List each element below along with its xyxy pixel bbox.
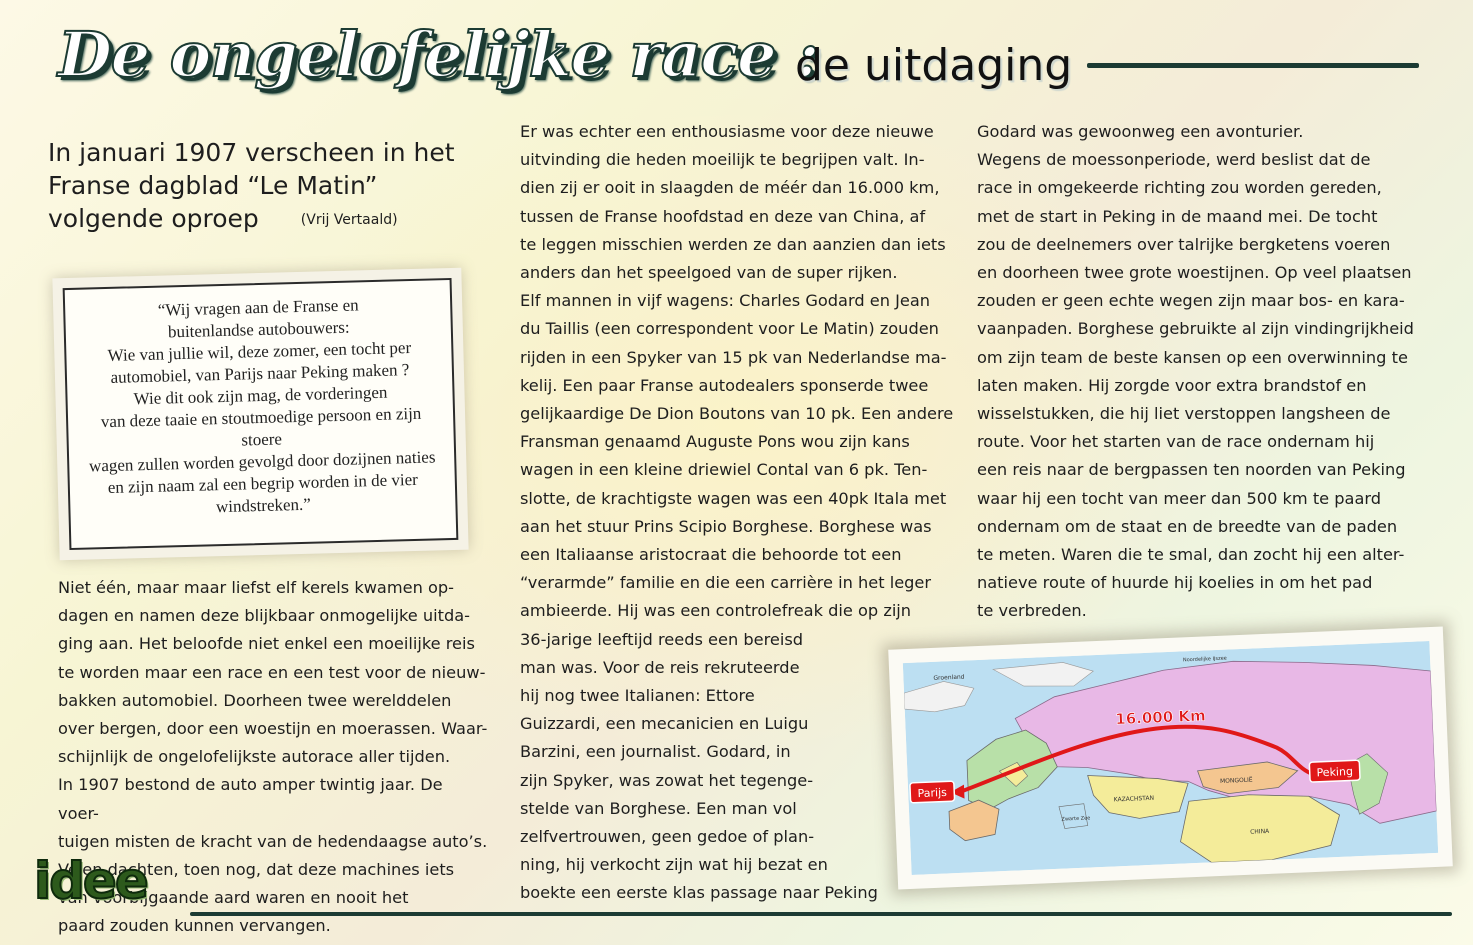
route-map [888, 626, 1453, 889]
translation-note: (Vrij Vertaald) [300, 211, 398, 228]
distance-label: 16.000 Km [1114, 706, 1206, 729]
article-column-2: Er was echter een enthousiasme voor deze nieuwe uitvinding die heden moeilijk te begrijpen valt. In- dien zij er ooit in slaagden de méér dan 16.000 km, tussen de Franse hoofdstad en deze van China, af te leggen misschien werden ze dan aanzien dan iets anders dan het speelgoed van de super rijken. Elf mannen in vijf wagens: Charles Godard en Jean du Taillis (een correspondent voor Le Matin) zouden rijden in een Spyker van 15 pk van Nederlandse ma- kelij. Een paar Franse autodealers sponserde twee gelijkaardige De Dion Boutons van 10 pk. Een andere Fransman genaamd Auguste Pons wou zijn kans wagen in een kleine driewiel Contal van 6 pk. Ten- slotte, de krachtigste wagen was een 40pk Itala met aan het stuur Prins Scipio Borghese. Borghese was een Italiaanse aristocraat die behoorde tot een “verarmde” familie en die een carrière in het leger ambieerde. Hij was een controlefreak die op zijn 36-jarige leeftijd reeds een bereisd man was. Voor de reis rekruteerde hij nog twee Italianen: Ettore Guizzardi, een mecanicien en Luigu Barzini, een journalist. Godard, in zijn Spyker, was zowat het tegenge- stelde van Borghese. Een man vol zelfvertrouwen, geen gedoe of plan- ning, hij verkocht zijn wat hij bezat en boekte een eerste klas passage naar Peking [520, 122, 954, 903]
start-label: Parijs [917, 785, 948, 801]
map-region-label: Groenland [933, 673, 965, 682]
footer-rule [190, 912, 1452, 916]
page-subtitle: de uitdaging [795, 40, 1073, 91]
header-rule [1087, 63, 1419, 68]
quote-card [63, 278, 459, 550]
idee-logo: idee [34, 852, 147, 910]
map-region-label: CHINA [1250, 827, 1270, 836]
map-region-label: MONGOLIË [1219, 776, 1253, 785]
page-title: De ongelofelijke race : [58, 18, 819, 91]
article-column-3: Godard was gewoonweg een avonturier. Wegens de moessonperiode, werd beslist dat de race in omgekeerde richting zou worden gereden, met de start in Peking in de maand mei. De tocht zou de deelnemers over talrijke bergketens voeren en doorheen twee grote woestijnen. Op veel plaatsen zouden er geen echte wegen zijn maar bos- en kara- vaanpaden. Borghese gebruikte al zijn vindingrijkheid om zijn team de beste kansen op een overwinning te laten maken. Hij zorgde voor extra brandstof en wisselstukken, die hij liet verstoppen langsheen de route. Voor het starten van de race ondernam hij een reis naar de bergpassen ten noorden van Peking waar hij een tocht van meer dan 500 km te paard ondernam om de staat en de breedte van de paden te meten. Waren die te smal, dan zocht hij een alter- natieve route of huurde hij koelies in om het pad te verbreden. [977, 122, 1414, 621]
map-region-label: Noordelijke IJszee [1182, 655, 1227, 664]
intro-paragraph [48, 136, 468, 237]
map-region-label: KAZACHSTAN [1113, 794, 1155, 804]
article-column-1: Niet één, maar maar liefst elf kerels kwamen op- dagen en namen deze blijkbaar onmogelijke uitda- ging aan. Het beloofde niet enkel een moeilijke reis te worden maar een race en een test voor de nieuw- bakken automobiel. Doorheen twee werelddelen over bergen, door een woestijn en moerassen. Waar- schijnlijk de ongelofelijkste autorace aller tijden. In 1907 bestond de auto amper twintig jaar. De voer- tuigen misten de kracht van de hedendaagse auto’s. Velen dachten, toen nog, dat deze machines iets van voorbijgaande aard waren en nooit het paard zouden kunnen vervangen. [58, 578, 488, 936]
map-region-label: Zwarte Zee [1061, 815, 1091, 823]
map-graphic [903, 641, 1438, 875]
intro-text: In januari 1907 verscheen in het Franse dagblad “Le Matin” volgende oproep [48, 138, 455, 233]
end-label: Peking [1316, 764, 1354, 780]
quote-text: “Wij vragen aan de Franse en buitenlandse autobouwers: Wie van jullie wil, deze zomer, een tocht per automobiel, van Parijs naar Peking maken ? Wie dit ook zijn mag, de vorderingen van deze taaie en stoutmoedige persoon en zijn stoere wagen zullen worden gevolgd door dozijnen naties en zijn naam zal een begrip worden in de vier windstreken.” [88, 295, 436, 517]
